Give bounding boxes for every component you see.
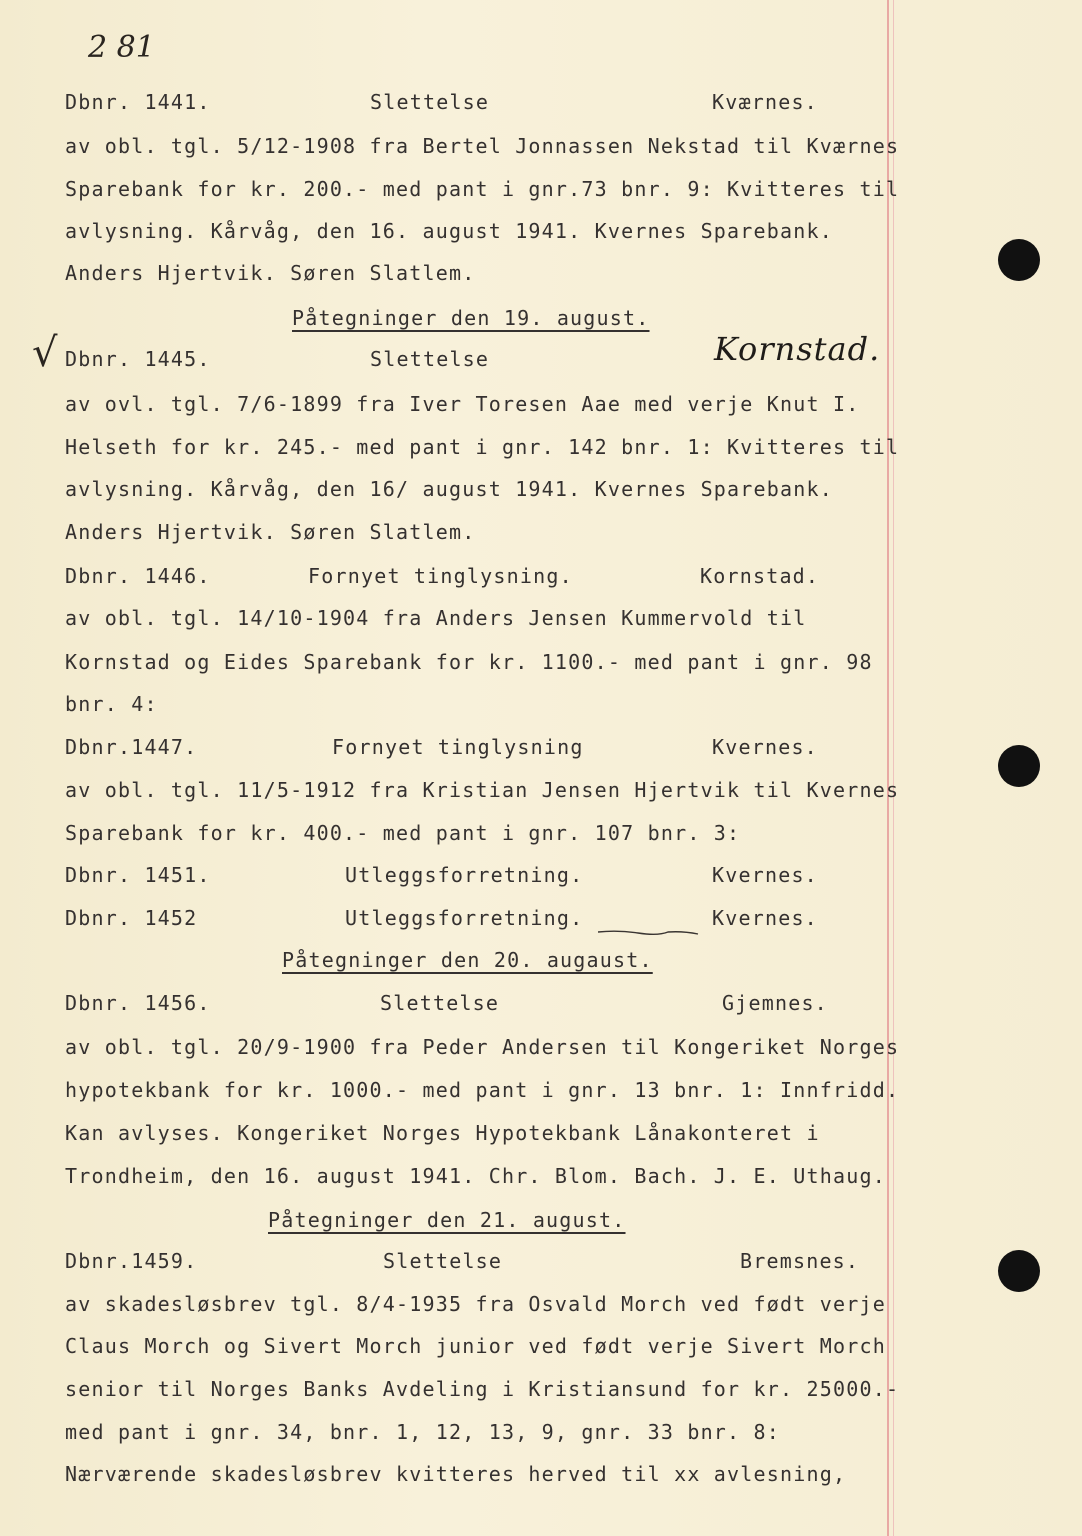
entry-type: Slettelse [370, 90, 490, 114]
entry-place: Kværnes. [712, 90, 818, 114]
entry-text-line: bnr. 4: [65, 692, 158, 716]
entry-text-line: hypotekbank for kr. 1000.- med pant i gnr. 13 bnr. 1: Innfridd. [65, 1078, 900, 1102]
entry-place: Kvernes. [712, 906, 818, 930]
page-number: 2 81 [88, 30, 155, 65]
entry-text-line: av skadesløsbrev tgl. 8/4-1935 fra Osvald Morch ved født verje [65, 1292, 886, 1316]
margin-rule [887, 0, 889, 1536]
entry-place: Kvernes. [712, 735, 818, 759]
entry-place: Bremsnes. [740, 1249, 860, 1273]
entry-type: Fornyet tinglysning [332, 735, 584, 759]
entry-text-line: med pant i gnr. 34, bnr. 1, 12, 13, 9, gnr. 33 bnr. 8: [65, 1420, 781, 1444]
entry-place: Kvernes. [712, 863, 818, 887]
entry-type: Slettelse [383, 1249, 503, 1273]
entry-dbnr: Dbnr. 1445. [65, 347, 211, 371]
entry-dbnr: Dbnr.1459. [65, 1249, 198, 1273]
entry-text-line: av ovl. tgl. 7/6-1899 fra Iver Toresen Aae med verje Knut I. [65, 392, 860, 416]
entry-type: Fornyet tinglysning. [308, 564, 573, 588]
entry-dbnr: Dbnr.1447. [65, 735, 198, 759]
entry-dbnr: Dbnr. 1446. [65, 564, 211, 588]
entry-text-line: Nærværende skadesløsbrev kvitteres herved til xx avlesning, [65, 1462, 847, 1486]
entry-dbnr: Dbnr. 1441. [65, 90, 211, 114]
entry-dbnr: Dbnr. 1456. [65, 991, 211, 1015]
entry-text-line: av obl. tgl. 11/5-1912 fra Kristian Jensen Hjertvik til Kvernes [65, 778, 900, 802]
entry-type: Utleggsforretning. [345, 906, 584, 930]
entry-text-line: Sparebank for kr. 400.- med pant i gnr. 107 bnr. 3: [65, 821, 741, 845]
section-heading: Påtegninger den 19. august. [292, 306, 650, 330]
entry-text-line: Sparebank for kr. 200.- med pant i gnr.73 bnr. 9: Kvitteres til [65, 177, 900, 201]
entry-text-line: Anders Hjertvik. Søren Slatlem. [65, 261, 476, 285]
punch-hole [998, 239, 1040, 281]
check-mark: √ [32, 330, 58, 376]
entry-place: Kornstad. [700, 564, 820, 588]
entry-text-line: Kornstad og Eides Sparebank for kr. 1100.- med pant i gnr. 98 [65, 650, 873, 674]
entry-text-line: senior til Norges Banks Avdeling i Kristiansund for kr. 25000.- [65, 1377, 900, 1401]
punch-hole [998, 1250, 1040, 1292]
entry-type: Slettelse [370, 347, 490, 371]
entry-place: Gjemnes. [722, 991, 828, 1015]
entry-text-line: Claus Morch og Sivert Morch junior ved født verje Sivert Morch [65, 1334, 886, 1358]
section-heading: Påtegninger den 20. augaust. [282, 948, 653, 972]
entry-text-line: Anders Hjertvik. Søren Slatlem. [65, 520, 476, 544]
punch-hole [998, 745, 1040, 787]
entry-text-line: Kan avlyses. Kongeriket Norges Hypotekbank Lånakonteret i [65, 1121, 820, 1145]
pen-scribble [598, 926, 703, 936]
section-heading: Påtegninger den 21. august. [268, 1208, 626, 1232]
margin-rule-secondary [893, 0, 894, 1536]
entry-text-line: av obl. tgl. 20/9-1900 fra Peder Andersen til Kongeriket Norges [65, 1035, 900, 1059]
entry-text-line: Helseth for kr. 245.- med pant i gnr. 142 bnr. 1: Kvitteres til [65, 435, 900, 459]
entry-type: Utleggsforretning. [345, 863, 584, 887]
entry-text-line: avlysning. Kårvåg, den 16/ august 1941. Kvernes Sparebank. [65, 477, 833, 501]
entry-text-line: av obl. tgl. 5/12-1908 fra Bertel Jonnassen Nekstad til Kværnes [65, 134, 900, 158]
entry-type: Slettelse [380, 991, 500, 1015]
entry-text-line: Trondheim, den 16. august 1941. Chr. Blom. Bach. J. E. Uthaug. [65, 1164, 886, 1188]
entry-text-line: avlysning. Kårvåg, den 16. august 1941. Kvernes Sparebank. [65, 219, 833, 243]
entry-dbnr: Dbnr. 1451. [65, 863, 211, 887]
entry-text-line: av obl. tgl. 14/10-1904 fra Anders Jensen Kummervold til [65, 606, 807, 630]
entry-dbnr: Dbnr. 1452 [65, 906, 198, 930]
handwritten-note: Kornstad. [714, 330, 881, 368]
